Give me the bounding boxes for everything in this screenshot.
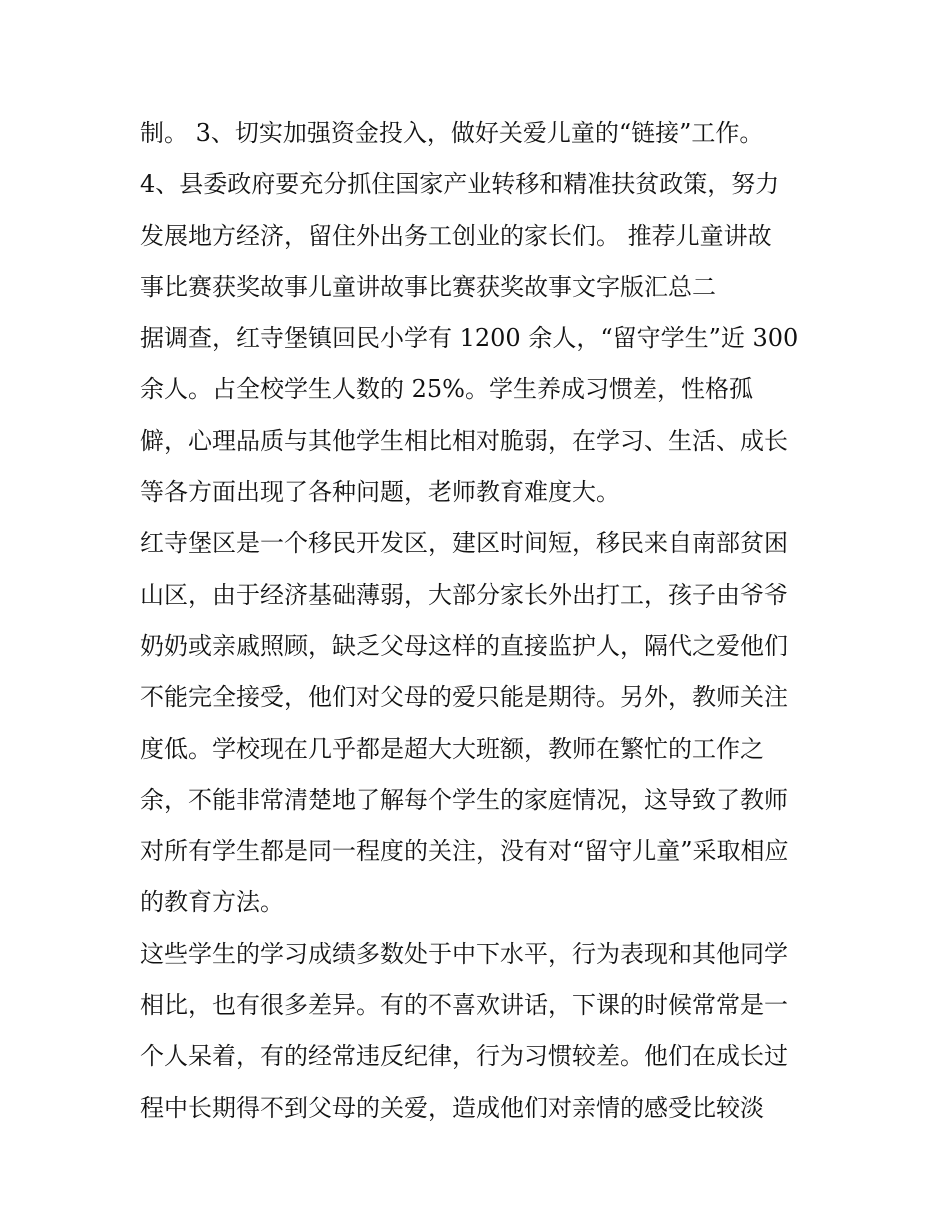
text-line: 对所有学生都是同一程度的关注，没有对“留守儿童”采取相应	[140, 837, 789, 866]
text-line: 不能完全接受，他们对父母的爱只能是期待。另外，教师关注	[140, 683, 788, 712]
text-line: 发展地方经济，留住外出务工创业的家长们。 推荐儿童讲故	[140, 221, 772, 250]
text-line: 据调查，红寺堡镇回民小学有 1200 余人，“留守学生”近 300	[140, 324, 799, 353]
document-body	[140, 108, 820, 1134]
text-line: 僻，心理品质与其他学生相比相对脆弱，在学习、生活、成长	[140, 426, 788, 455]
text-line: 事比赛获奖故事儿童讲故事比赛获奖故事文字版汇总二	[140, 272, 716, 301]
text-line: 这些学生的学习成绩多数处于中下水平，行为表现和其他同学	[140, 939, 788, 968]
text-line: 制。 3、切实加强资金投入，做好关爱儿童的“链接”工作。	[140, 119, 764, 147]
text-line: 4、县委政府要充分抓住国家产业转移和精准扶贫政策，努力	[140, 170, 780, 199]
text-line: 程中长期得不到父母的关爱，造成他们对亲情的感受比较淡	[140, 1093, 764, 1122]
text-line: 山区，由于经济基础薄弱，大部分家长外出打工，孩子由爷爷	[140, 580, 788, 609]
text-line: 度低。学校现在几乎都是超大大班额，教师在繁忙的工作之	[140, 734, 764, 763]
text-line: 个人呆着，有的经常违反纪律，行为习惯较差。他们在成长过	[140, 1042, 788, 1071]
text-line: 余人。占全校学生人数的 25%。学生养成习惯差，性格孤	[140, 375, 753, 404]
text-line: 奶奶或亲戚照顾，缺乏父母这样的直接监护人，隔代之爱他们	[140, 631, 788, 660]
text-line: 红寺堡区是一个移民开发区，建区时间短，移民来自南部贫困	[140, 529, 788, 558]
text-line: 等各方面出现了各种问题，老师教育难度大。	[140, 478, 620, 507]
text-line: 余，不能非常清楚地了解每个学生的家庭情况，这导致了教师	[140, 785, 788, 814]
text-line: 相比，也有很多差异。有的不喜欢讲话，下课的时候常常是一	[140, 991, 788, 1020]
text-line: 的教育方法。	[140, 888, 284, 917]
